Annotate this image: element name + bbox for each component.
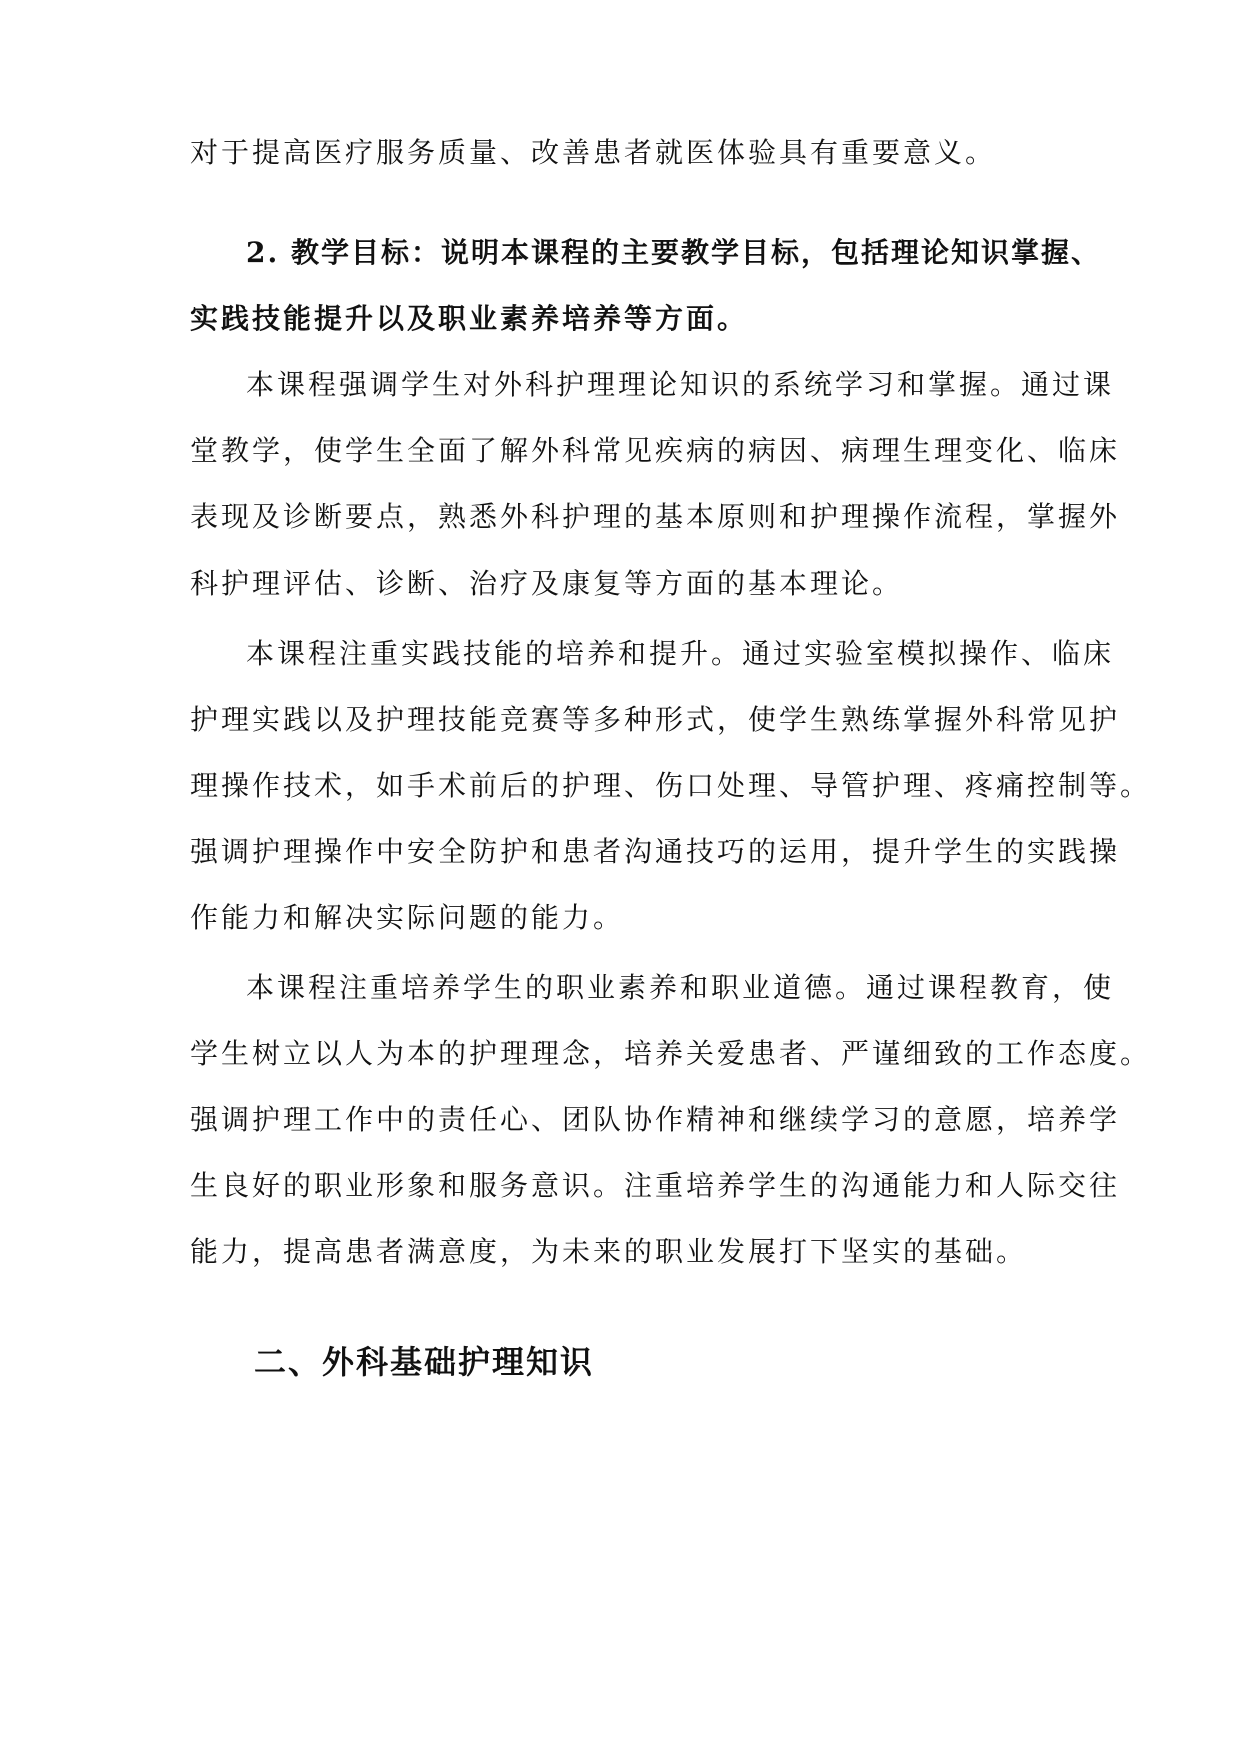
paragraph-1-line-4: 科护理评估、诊断、治疗及康复等方面的基本理论。 [190,567,904,600]
paragraph-2-line-2: 护理实践以及护理技能竞赛等多种形式，使学生熟练掌握外科常见护 [190,703,1121,736]
intro-tail-line: 对于提高医疗服务质量、改善患者就医体验具有重要意义。 [190,136,997,169]
section-heading: 二、外科基础护理知识 [254,1343,595,1381]
objective-heading-line-1: 2. 教学目标：说明本课程的主要教学目标，包括理论知识掌握、 [246,236,1101,269]
paragraph-2-line-5: 作能力和解决实际问题的能力。 [190,901,625,934]
paragraph-1-line-3: 表现及诊断要点，熟悉外科护理的基本原则和护理操作流程，掌握外 [190,500,1121,533]
paragraph-3-line-5: 能力，提高患者满意度，为未来的职业发展打下坚实的基础。 [190,1235,1028,1268]
paragraph-1-line-2: 堂教学，使学生全面了解外科常见疾病的病因、病理生理变化、临床 [190,434,1121,467]
paragraph-3-line-1: 本课程注重培养学生的职业素养和职业道德。通过课程教育，使 [246,971,1115,1004]
objective-heading-line-2: 实践技能提升以及职业素养培养等方面。 [190,302,749,335]
paragraph-3-line-2: 学生树立以人为本的护理理念，培养关爱患者、严谨细致的工作态度。 [190,1037,1152,1070]
paragraph-3-line-3: 强调护理工作中的责任心、团队协作精神和继续学习的意愿，培养学 [190,1103,1121,1136]
paragraph-2-line-1: 本课程注重实践技能的培养和提升。通过实验室模拟操作、临床 [246,637,1115,670]
paragraph-3-line-4: 生良好的职业形象和服务意识。注重培养学生的沟通能力和人际交往 [190,1169,1121,1202]
paragraph-1-line-1: 本课程强调学生对外科护理理论知识的系统学习和掌握。通过课 [246,368,1115,401]
paragraph-2-line-4: 强调护理操作中安全防护和患者沟通技巧的运用，提升学生的实践操 [190,835,1121,868]
paragraph-2-line-3: 理操作技术，如手术前后的护理、伤口处理、导管护理、疼痛控制等。 [190,769,1152,802]
